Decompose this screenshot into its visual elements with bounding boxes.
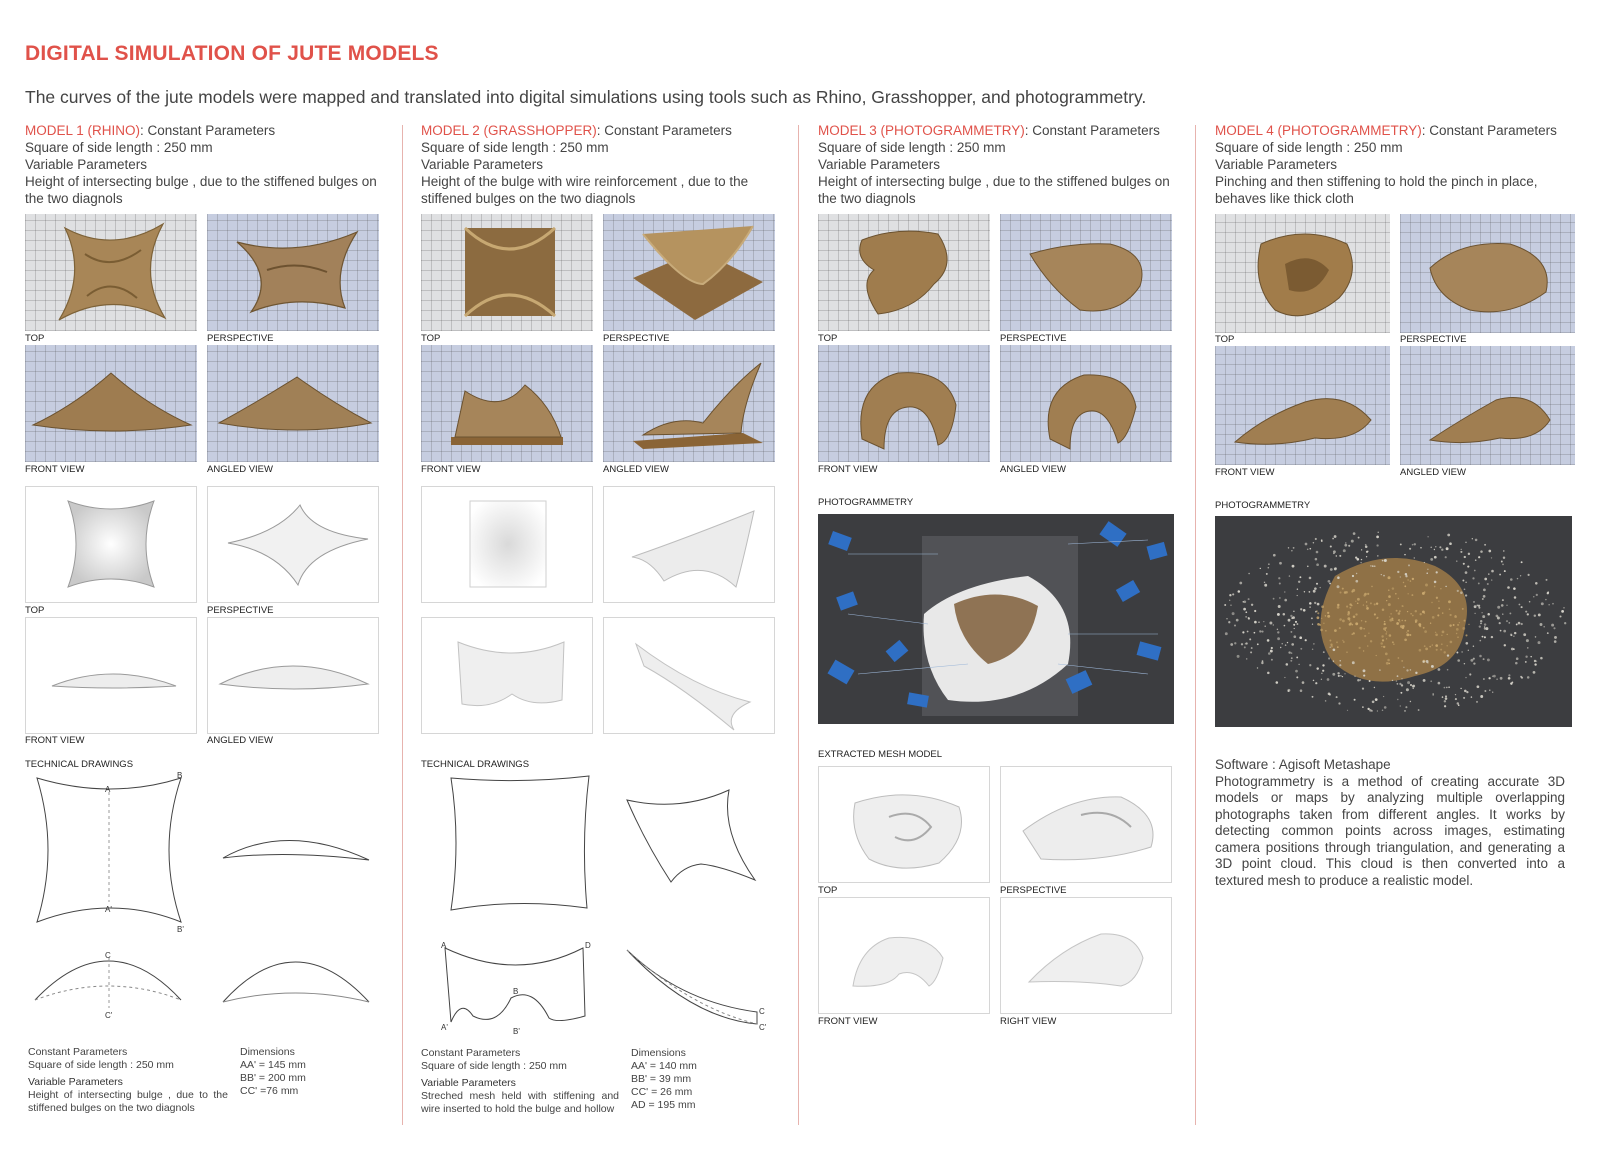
page-title: DIGITAL SIMULATION OF JUTE MODELS (25, 42, 439, 65)
jute-photo-top (25, 214, 197, 331)
software-text: Photogrammetry is a method of creating accurate 3D models or maps by analyzing multiple overlapping photographs taken from different angles. It works by detecting common points across images, estimating camera positions through triangulation, and generating a 3D point cloud. This cloud is then converted into a textured mesh to produce a realistic model. (1215, 773, 1565, 888)
caption-top: TOP (818, 885, 838, 896)
model-2-column (421, 122, 781, 207)
render-top (25, 486, 197, 603)
caption-front: FRONT VIEW (818, 1016, 878, 1027)
intro-text: The curves of the jute models were mapped and translated into digital simulations using tools such as Rhino, Grasshopper, and photogrammetry. (25, 87, 1147, 107)
caption-top: TOP (1215, 334, 1235, 345)
side-length: Square of side length : 250 mm (25, 140, 213, 155)
svg-text:C: C (759, 1007, 765, 1016)
jute-photo-perspective (1000, 214, 1172, 331)
notes-model-1: Constant Parameters Square of side length : 250 mm Variable Parameters Height of intersecting bulge , due to the stiffened bulges on the two diagnols (28, 1046, 228, 1114)
render-angled (207, 617, 379, 734)
svg-text:D: D (585, 941, 591, 950)
caption-top: TOP (25, 605, 45, 616)
caption-perspective: PERSPECTIVE (207, 605, 274, 616)
caption-angled: ANGLED VIEW (603, 464, 669, 475)
mesh-top (818, 766, 990, 883)
jute-photo-top (421, 214, 593, 331)
software-description (1215, 757, 1565, 889)
model-4-column (1215, 122, 1575, 207)
column-divider (1195, 125, 1196, 1125)
jute-photo-angled (1000, 345, 1172, 462)
render-front (25, 617, 197, 734)
model-1-column (25, 122, 385, 207)
svg-text:C: C (105, 951, 111, 960)
caption-front: FRONT VIEW (25, 464, 85, 475)
technical-drawings-label: TECHNICAL DRAWINGS (421, 759, 530, 770)
jute-photo-front (1215, 346, 1390, 465)
svg-text:A: A (441, 941, 447, 950)
caption-top: TOP (818, 333, 838, 344)
caption-top: TOP (421, 333, 441, 344)
model-3-header: MODEL 3 (PHOTOGRAMMETRY): Constant Parameters Square of side length : 250 mm Variable Parameters Height of intersecting bulge , due to the stiffened bulges on the two diagnols (818, 122, 1178, 207)
render-angled (603, 617, 775, 734)
model-1-header: MODEL 1 (RHINO): Constant Parameters Square of side length : 250 mm Variable Parameters Height of intersecting bulge , due to the stiffened bulges on the two diagnols (25, 122, 385, 207)
jute-photo-angled (1400, 346, 1575, 465)
caption-angled: ANGLED VIEW (1000, 464, 1066, 475)
model-name: MODEL 3 (PHOTOGRAMMETRY) (818, 123, 1025, 138)
jute-photo-angled (603, 345, 775, 462)
caption-perspective: PERSPECTIVE (207, 333, 274, 344)
model-3-column (818, 122, 1178, 207)
caption-angled: ANGLED VIEW (1400, 467, 1466, 478)
notes-model-2: Constant Parameters Square of side length : 250 mm Variable Parameters Streched mesh held with stiffening and wire inserted to hold the bulge and hollow (421, 1047, 619, 1115)
caption-front: FRONT VIEW (1215, 467, 1275, 478)
svg-text:B': B' (177, 925, 184, 934)
jute-photo-perspective (207, 214, 379, 331)
dimensions-model-2: Dimensions AA' = 140 mm BB' = 39 mm CC' = 26 mm AD = 195 mm (631, 1047, 697, 1111)
jute-photo-top (1215, 214, 1390, 333)
model-2-header: MODEL 2 (GRASSHOPPER): Constant Parameters Square of side length : 250 mm Variable Parameters Height of the bulge with wire reinforcement , due to the stiffened bulges on the two diagnols (421, 122, 781, 207)
svg-text:B': B' (513, 1027, 520, 1036)
caption-perspective: PERSPECTIVE (1000, 333, 1067, 344)
column-divider (798, 125, 799, 1125)
jute-photo-top (818, 214, 990, 331)
svg-text:B: B (177, 772, 183, 780)
dimensions-model-1: Dimensions AA' = 145 mm BB' = 200 mm CC' =76 mm (240, 1046, 306, 1097)
caption-perspective: PERSPECTIVE (1000, 885, 1067, 896)
svg-text:C': C' (759, 1023, 767, 1032)
caption-front: FRONT VIEW (25, 735, 85, 746)
jute-photo-angled (207, 345, 379, 462)
variable-label: Variable Parameters (818, 157, 941, 172)
mesh-perspective (1000, 766, 1172, 883)
variable-label: Variable Parameters (25, 157, 148, 172)
photogrammetry-screenshot (818, 514, 1174, 724)
variable-label: Variable Parameters (421, 157, 544, 172)
svg-text:C': C' (105, 1011, 113, 1020)
variable-text: Height of the bulge with wire reinforcement , due to the stiffened bulges on the two diagnols (421, 174, 749, 206)
mesh-front (818, 897, 990, 1014)
variable-text: Pinching and then stiffening to hold the pinch in place, behaves like thick cloth (1215, 174, 1538, 206)
photogrammetry-label: PHOTOGRAMMETRY (1215, 500, 1311, 511)
point-cloud-screenshot (1215, 516, 1572, 727)
jute-photo-perspective (603, 214, 775, 331)
variable-text: Height of intersecting bulge , due to the stiffened bulges on the two diagnols (25, 174, 377, 206)
caption-right: RIGHT VIEW (1000, 1016, 1057, 1027)
model-4-header: MODEL 4 (PHOTOGRAMMETRY): Constant Parameters Square of side length : 250 mm Variable Parameters Pinching and then stiffening to hold the pinch in place, behaves like thick cloth (1215, 122, 1575, 207)
technical-drawing-2 (421, 772, 781, 1037)
render-perspective (207, 486, 379, 603)
technical-drawings-label: TECHNICAL DRAWINGS (25, 759, 134, 770)
column-divider (402, 125, 403, 1125)
variable-label: Variable Parameters (1215, 157, 1338, 172)
mesh-label: EXTRACTED MESH MODEL (818, 749, 943, 760)
photogrammetry-label: PHOTOGRAMMETRY (818, 497, 914, 508)
model-name: MODEL 1 (RHINO) (25, 123, 141, 138)
caption-front: FRONT VIEW (818, 464, 878, 475)
jute-photo-front (25, 345, 197, 462)
mesh-right (1000, 897, 1172, 1014)
render-perspective (603, 486, 775, 603)
render-front (421, 617, 593, 734)
caption-perspective: PERSPECTIVE (1400, 334, 1467, 345)
caption-perspective: PERSPECTIVE (603, 333, 670, 344)
caption-top: TOP (25, 333, 45, 344)
jute-photo-perspective (1400, 214, 1575, 333)
model-name: MODEL 4 (PHOTOGRAMMETRY) (1215, 123, 1422, 138)
jute-photo-front (421, 345, 593, 462)
side-length: Square of side length : 250 mm (421, 140, 609, 155)
software-label: Software : Agisoft Metashape (1215, 757, 1391, 772)
svg-text:A: A (105, 785, 111, 794)
model-name: MODEL 2 (GRASSHOPPER) (421, 123, 597, 138)
caption-angled: ANGLED VIEW (207, 735, 273, 746)
caption-front: FRONT VIEW (421, 464, 481, 475)
side-length: Square of side length : 250 mm (818, 140, 1006, 155)
render-top (421, 486, 593, 603)
technical-drawing-1 (25, 772, 385, 1037)
variable-text: Height of intersecting bulge , due to the stiffened bulges on the two diagnols (818, 174, 1170, 206)
svg-text:A': A' (441, 1023, 448, 1032)
side-length: Square of side length : 250 mm (1215, 140, 1403, 155)
svg-text:B: B (513, 987, 519, 996)
caption-angled: ANGLED VIEW (207, 464, 273, 475)
svg-text:A': A' (105, 905, 112, 914)
jute-photo-front (818, 345, 990, 462)
